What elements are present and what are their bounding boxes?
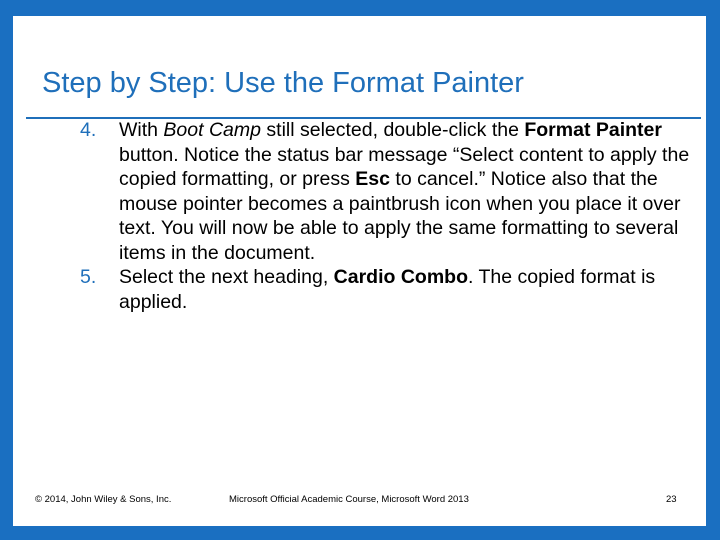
step-number: 4. <box>80 119 97 141</box>
footer-course: Microsoft Official Academic Course, Microsoft Word 2013 <box>229 494 469 505</box>
step-number: 5. <box>80 266 97 288</box>
step-text-bold: Esc <box>355 168 390 190</box>
step-text <box>119 119 689 264</box>
step-item <box>63 265 699 314</box>
step-text-run: With <box>119 119 164 141</box>
step-text-run: button. Notice the status bar message “Select content to apply the copied formatting, or press <box>119 143 690 190</box>
step-text-run: Select the next heading, <box>119 266 334 288</box>
step-list <box>63 118 699 314</box>
step-text <box>119 266 655 313</box>
footer-page-number: 23 <box>666 494 677 505</box>
step-text-bold: Cardio Combo <box>333 266 468 288</box>
step-text-italic: Boot Camp <box>163 119 261 141</box>
step-text-run: to cancel.” Notice also that the mouse pointer becomes a paintbrush icon when you place it over text. You will now be able to apply the same formatting to several items in the document. <box>119 168 681 264</box>
footer-copyright: © 2014, John Wiley & Sons, Inc. <box>35 494 172 505</box>
step-text-run: still selected, double-click the <box>260 119 525 141</box>
step-item <box>63 118 699 265</box>
step-text-run: . The copied format is applied. <box>119 266 656 313</box>
step-text-bold: Format Painter <box>524 119 662 141</box>
slide-title: Step by Step: Use the Format Painter <box>42 67 524 99</box>
slide <box>13 16 706 526</box>
